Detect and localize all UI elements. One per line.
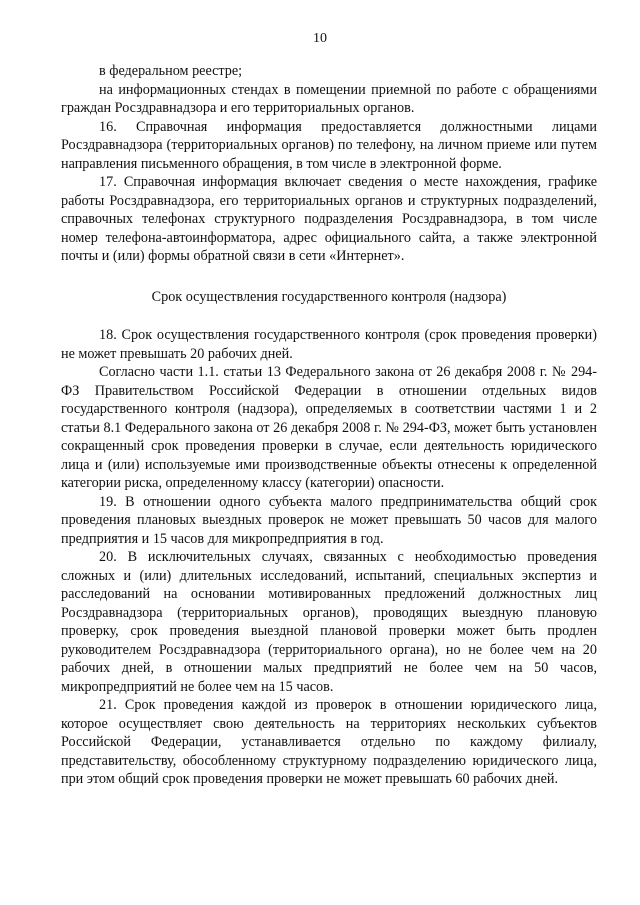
section-heading: Срок осуществления государственного контроля (надзора)	[151, 288, 507, 305]
paragraph-16-reference-info: 16. Справочная информация предоставляется должностными лицами Росздравнадзора (территориальных органов) по телефону, на личном приеме или путем направления письменного обращения, в том числе в электронной форме.	[61, 118, 597, 172]
paragraph-17-reference-content: 17. Справочная информация включает сведения о месте нахождения, графике работы Росздравнадзора, его территориальных органов и структурных подразделений, справочных телефонах структурного подразделения Росздравнадзора, в том числе номер телефона-автоинформатора, адрес официального сайта, а также электронной почты и (или) формы обратной связи в сети «Интернет».	[61, 174, 597, 264]
paragraph-federal-register: в федеральном реестре;	[99, 63, 243, 79]
paragraph-18-inspection-term: 18. Срок осуществления государственного контроля (срок проведения проверки) не может превышать 20 рабочих дней.	[61, 327, 597, 362]
page-number: 10	[313, 31, 327, 46]
paragraph-20-extension: 20. В исключительных случаях, связанных с необходимостью проведения сложных и (или) длительных исследований, испытаний, специальных экспертиз и расследований на основании мотивированных предложений должностных лиц Росздравнадзора (территориальных органов), проводящих выездную плановую проверку, срок проведения выездной плановой проверки может быть продлен руководителем Росздравнадзора (территориального органа), но не более чем на 20 рабочих дней, в отношении малых предприятий не более чем на 50 часов, микропредприятий не более чем на 15 часов.	[61, 549, 597, 695]
paragraph-21-branches: 21. Срок проведения каждой из проверок в отношении юридического лица, которое осуществляет свою деятельность на территориях нескольких субъектов Российской Федерации, устанавливается отдельно по каждому филиалу, представительству, обособленному структурному подразделению юридического лица, при этом общий срок проведения проверки не может превышать 60 рабочих дней.	[61, 697, 597, 787]
document-body	[61, 62, 597, 789]
paragraph-19-small-business: 19. В отношении одного субъекта малого предпринимательства общий срок проведения плановых выездных проверок не может превышать 50 часов для малого предприятия и 15 часов для микропредприятия в год.	[61, 493, 597, 547]
paragraph-info-stands: на информационных стендах в помещении приемной по работе с обращениями граждан Росздравнадзора и его территориальных органов.	[61, 81, 597, 116]
paragraph-reduced-term: Согласно части 1.1. статьи 13 Федерального закона от 26 декабря 2008 г. № 294-ФЗ Правительством Российской Федерации в отношении отдельных видов государственного контроля (надзора), определяемых в соответствии частями 1 и 2 статьи 8.1 Федерального закона от 26 декабря 2008 г. № 294-ФЗ, может быть установлен сокращенный срок проведения проверки в случае, если деятельность юридического лица и (или) используемые ими производственные объекты отнесены к определенной категории риска, определенному классу (категории) опасности.	[61, 364, 597, 491]
